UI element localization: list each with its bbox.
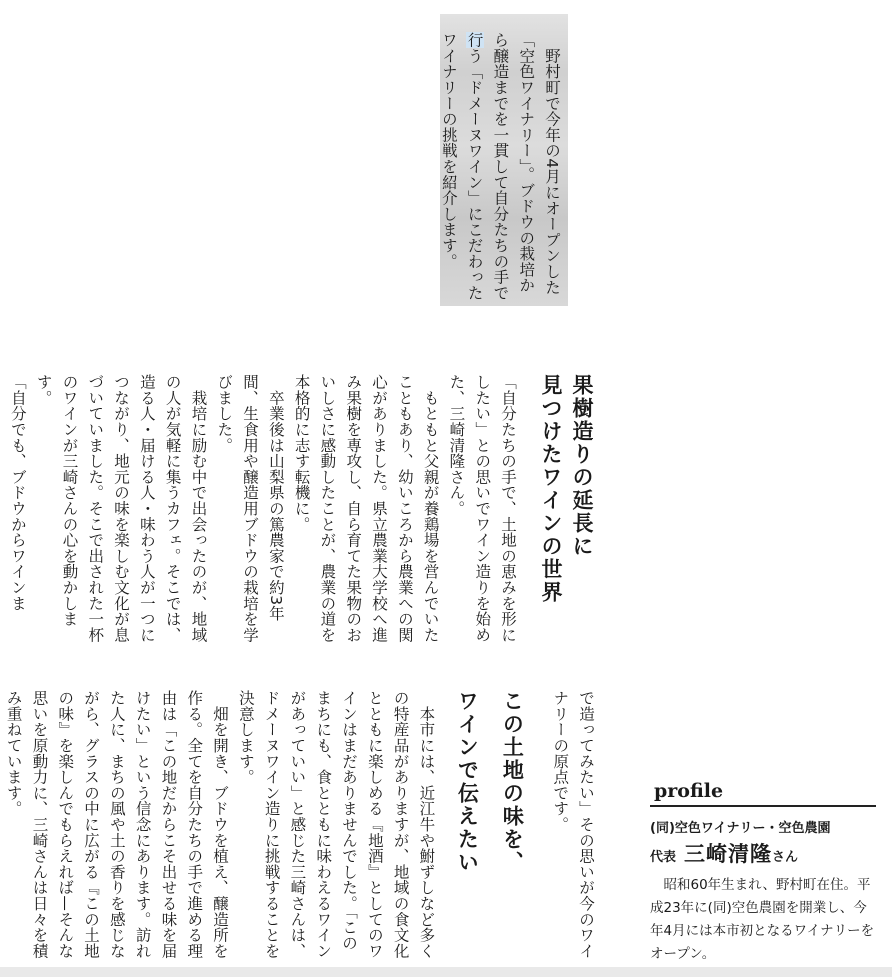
section1-paragraph: 「自分でも、ブドウからワインま (8, 374, 27, 611)
intro-text (435, 32, 564, 306)
section2-paragraph: 本市には、近江牛や鮒ずしなど多くの特産品がありますが、地域の食文化とともに楽しめる『地酒』としてのワインはまだありませんでした。「このまちにも、食とともに味わえるワインがあっていい」と感じた三崎さんは、ドメーヌワイン造りに挑戦することを決意します。 (236, 690, 436, 959)
profile-title: profile (650, 780, 876, 807)
profile-honorific: さん (772, 850, 799, 865)
profile-bio: 昭和60年生まれ、野村町在住。平成23年に(同)空色農園を開業し、今年4月には本市初となるワイナリーをオープン。 (650, 877, 875, 962)
profile-name-row (650, 838, 876, 868)
section1-paragraph: もともと父親が養鶏場を営んでいたこともあり、幼いころから農業への関心がありました。県立農業大学校へ進み果樹を専攻し、自ら育てた果物のおいしさに感動したことが、農業の道を本格的に志す転機に。 (292, 374, 440, 643)
profile-box (650, 780, 876, 966)
section2-heading-line2: ワインで伝えたい (455, 690, 481, 874)
intro-text-a: 野村町で今年の4月にオープンした「空色ワイナリー」。ブドウの栽培から醸造までを一貫して自分たちの手で (491, 32, 561, 301)
section2-heading-line1: この土地の味を、 (500, 690, 526, 874)
section1-heading-line1: 果樹造りの延長に (570, 374, 595, 558)
intro-text-highlight: 行 (465, 32, 484, 48)
article-section-1 (8, 374, 598, 646)
profile-role: 代表 (650, 850, 677, 865)
section1-heading-line2: 見つけたワインの世界 (539, 374, 564, 604)
section1-paragraph: 栽培に励む中で出会ったのが、地域の人が気軽に集うカフェ。そこでは、造る人・届ける人・味わう人が一つにつながり、地元の味を楽しむ文化が息づいていました。そこで出された一杯のワインが三崎さんの心を動かします。 (34, 374, 208, 643)
intro-text-b: う「ドメーヌワイン」にこだわったワイナリーの挑戦を紹介します。 (439, 32, 484, 301)
section1-paragraph: 「自分たちの手で、土地の恵みを形にしたい」との思いでワイン造りを始めた、三崎清隆さん。 (447, 374, 517, 643)
section1-paragraph: 卒業後は山梨県の篤農家で約3年間、生食用や醸造用ブドウの栽培を学びました。 (215, 374, 285, 643)
profile-name: 三崎清隆 (684, 842, 773, 866)
page-bottom-band (0, 967, 892, 977)
intro-lede (440, 14, 568, 306)
profile-organization: (同)空色ワイナリー・空色農園 (650, 821, 831, 836)
section2-paragraph: 畑を開き、ブドウを植え、醸造所を作る。全てを自分たちの手で進める理由は「この地だからこそ出せる味を届けたい」という信念にあります。訪れた人に、まちの風や土の香りを感じながら、グラスの中に広がる『この土地の味』を楽しんでもらえれば—そんな思いを原動力に、三崎さんは日々を積み重ねています。 (4, 690, 230, 959)
article-section-2 (4, 690, 598, 962)
section2-continuation: で造ってみたい」その思いが今のワイナリーの原点です。 (551, 690, 595, 959)
